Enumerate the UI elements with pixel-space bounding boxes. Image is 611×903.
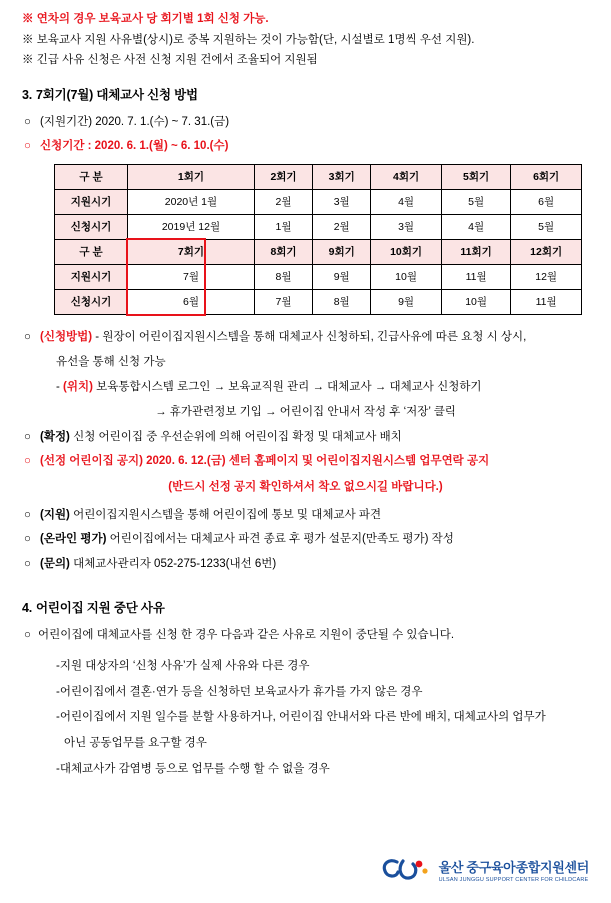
cell: 9월 <box>371 289 442 314</box>
cell: 3월 <box>313 189 371 214</box>
reason-text: -어린이집에서 결혼·연가 등을 신청하던 보육교사가 휴가를 가지 않은 경우 <box>56 685 423 698</box>
section-3-heading-text: 7회기(7월) 대체교사 신청 방법 <box>36 87 198 102</box>
reason-text-continued: 아닌 공동업무를 요구할 경우 <box>64 736 207 749</box>
cell: 8월 <box>313 289 371 314</box>
cell: 6월 <box>511 189 582 214</box>
cell: 8회기 <box>254 239 312 264</box>
reason-text: -어린이집에서 지원 일수를 분할 사용하거나, 어린이집 안내서와 다른 반에 배치, 대체교사의 업무가 <box>56 711 546 724</box>
application-location-label: (위치) <box>63 381 93 394</box>
circle-bullet-icon: ○ <box>24 533 31 546</box>
table-row <box>55 189 582 214</box>
application-method-line2 <box>22 354 589 371</box>
cell: 9월 <box>313 264 371 289</box>
cell: 12월 <box>511 264 582 289</box>
section-4-lead-text: 어린이집에 대체교사를 신청 한 경우 다음과 같은 사유로 지원이 중단될 수 있습니다. <box>38 629 455 642</box>
top-note-1: ※ 연차의 경우 보육교사 당 회기별 1회 신청 가능. <box>22 13 269 25</box>
application-location-line2-text: → 휴가관련정보 기입 → 어린이집 안내서 작성 후 ‘저장’ 클릭 <box>155 406 456 419</box>
application-method <box>22 329 589 346</box>
footer-center-name <box>439 857 589 883</box>
row-label: 구 분 <box>55 239 128 264</box>
confirmation-item <box>22 430 589 446</box>
cell: 4월 <box>441 214 510 239</box>
top-note-2: ※ 보육교사 지원 사유별(상시)로 중복 지원하는 것이 가능함(단, 시설별로 1명씩 우선 지원). <box>22 33 475 46</box>
cell: 2019년 12월 <box>128 214 255 239</box>
cell: 10회기 <box>371 239 442 264</box>
support-label: (지원) <box>40 508 70 521</box>
cell: 1회기 <box>128 164 255 189</box>
table-row <box>55 214 582 239</box>
circle-bullet-icon: ○ <box>24 115 31 128</box>
cell: 11월 <box>441 264 510 289</box>
cell: 12회기 <box>511 239 582 264</box>
circle-bullet-icon: ○ <box>24 330 31 343</box>
section-3-item-1-text: 신청기간 : 2020. 6. 1.(월) ~ 6. 10.(수) <box>40 140 229 153</box>
row-label: 지원시기 <box>55 189 128 214</box>
circle-bullet-icon: ○ <box>24 508 31 521</box>
cell: 7월 <box>128 264 255 289</box>
cell: 10월 <box>371 264 442 289</box>
cell: 8월 <box>254 264 312 289</box>
section-4-lead <box>22 628 589 644</box>
section-3-item-1 <box>22 139 589 155</box>
confirmation-text: 신청 어린이집 중 우선순위에 의해 어린이집 확정 및 대체교사 배치 <box>69 430 402 443</box>
contact-text: 대체교사관리자 052-275-1233(내선 6번) <box>69 557 277 570</box>
application-method-label: (신청방법) <box>40 330 93 343</box>
circle-bullet-icon: ○ <box>24 629 31 642</box>
contact-label: (문의) <box>40 557 70 570</box>
cell: 2020년 1월 <box>128 189 255 214</box>
application-method-line2-text: 유선을 통해 신청 가능 <box>56 355 166 368</box>
list-item <box>22 684 589 701</box>
application-location-text: 보육통합시스템 로그인 → 보육교직원 관리 → 대체교사 → 대체교사 신청하기 <box>96 381 482 394</box>
cell: 5월 <box>441 189 510 214</box>
top-note-3: ※ 긴급 사유 신청은 사전 신청 지원 건에서 조율되어 지원됨 <box>22 54 318 66</box>
table-row <box>55 239 582 264</box>
application-location: - (위치) 보육통합시스템 로그인 → 보육교직원 관리 → 대체교사 → 대체교사 신청하기 <box>56 381 482 394</box>
reason-text: -대체교사가 감염병 등으로 업무를 수행 할 수 없을 경우 <box>56 762 330 775</box>
list-item <box>22 658 589 675</box>
cell: 2월 <box>254 189 312 214</box>
footer-name-en: ULSAN JUNGGU SUPPORT CENTER FOR CHILDCARE <box>438 877 589 883</box>
cell: 11회기 <box>441 239 510 264</box>
cell: 10월 <box>441 289 510 314</box>
schedule-table <box>54 164 582 315</box>
section-3-number: 3. <box>22 87 33 102</box>
section-4-heading-text: 어린이집 지원 중단 사유 <box>36 601 165 616</box>
section-3-item-0 <box>22 115 589 131</box>
footer-logo <box>379 855 589 885</box>
schedule-table-wrapper <box>22 164 589 315</box>
cell: 1월 <box>254 214 312 239</box>
footer-name-kr: 울산 중구육아종합지원센터 <box>438 860 589 875</box>
circle-bullet-icon: ○ <box>24 140 31 153</box>
confirmation-label: (확정) <box>40 430 70 443</box>
cell: 2회기 <box>254 164 312 189</box>
circle-bullet-icon: ○ <box>24 430 31 443</box>
support-text: 어린이집지원시스템을 통해 어린이집에 통보 및 대체교사 파견 <box>69 508 382 521</box>
list-item-continuation <box>22 735 589 752</box>
cell: 2월 <box>313 214 371 239</box>
application-location-line2 <box>22 404 589 421</box>
row-label: 지원시기 <box>55 264 128 289</box>
cell: 5회기 <box>441 164 510 189</box>
section-3-title <box>22 85 589 103</box>
selection-notice-warning: (반드시 선정 공지 확인하셔서 착오 없으시길 바랍니다.) <box>168 480 443 493</box>
cell: 7회기 <box>128 239 255 264</box>
online-eval-label: (온라인 평가) <box>40 533 107 546</box>
support-item <box>22 508 589 524</box>
cell: 3월 <box>371 214 442 239</box>
row-label: 신청시기 <box>55 289 128 314</box>
list-item <box>22 761 589 778</box>
selection-notice-text: 2020. 6. 12.(금) 센터 홈페이지 및 어린이집지원시스템 업무연락 공지 <box>142 455 490 468</box>
application-method-text: - 원장이 어린이집지원시스템을 통해 대체교사 신청하되, 긴급사유에 따른 요청 시 상시, <box>92 330 527 343</box>
cell: 9회기 <box>313 239 371 264</box>
section-4-title <box>22 598 589 616</box>
online-eval-text: 어린이집에서는 대체교사 파견 종료 후 평가 설문지(만족도 평가) 작성 <box>106 533 454 546</box>
selection-notice-label: (선정 어린이집 공지) <box>40 455 143 468</box>
cell: 3회기 <box>313 164 371 189</box>
cell: 4월 <box>371 189 442 214</box>
cell: 6월 <box>128 289 255 314</box>
reason-text: -지원 대상자의 ‘신청 사유’가 실제 사유와 다른 경우 <box>56 659 310 672</box>
circle-bullet-icon: ○ <box>24 557 31 570</box>
row-label: 구 분 <box>55 164 128 189</box>
section-3-item-0-text: (지원기간) 2020. 7. 1.(수) ~ 7. 31.(금) <box>40 115 230 128</box>
list-item <box>22 709 589 726</box>
circle-bullet-icon: ○ <box>24 455 31 468</box>
cell: 11월 <box>511 289 582 314</box>
table-row <box>55 164 582 189</box>
table-row <box>55 264 582 289</box>
contact-item <box>22 557 589 573</box>
cell: 6회기 <box>511 164 582 189</box>
cell: 5월 <box>511 214 582 239</box>
row-label: 신청시기 <box>55 214 128 239</box>
online-eval-item <box>22 532 589 548</box>
cell: 7월 <box>254 289 312 314</box>
top-notes <box>22 14 589 67</box>
cell: 4회기 <box>371 164 442 189</box>
selection-notice-item <box>22 454 589 470</box>
section-4-number: 4. <box>22 601 33 616</box>
table-row <box>55 289 582 314</box>
swirl-logo-icon <box>379 855 431 885</box>
